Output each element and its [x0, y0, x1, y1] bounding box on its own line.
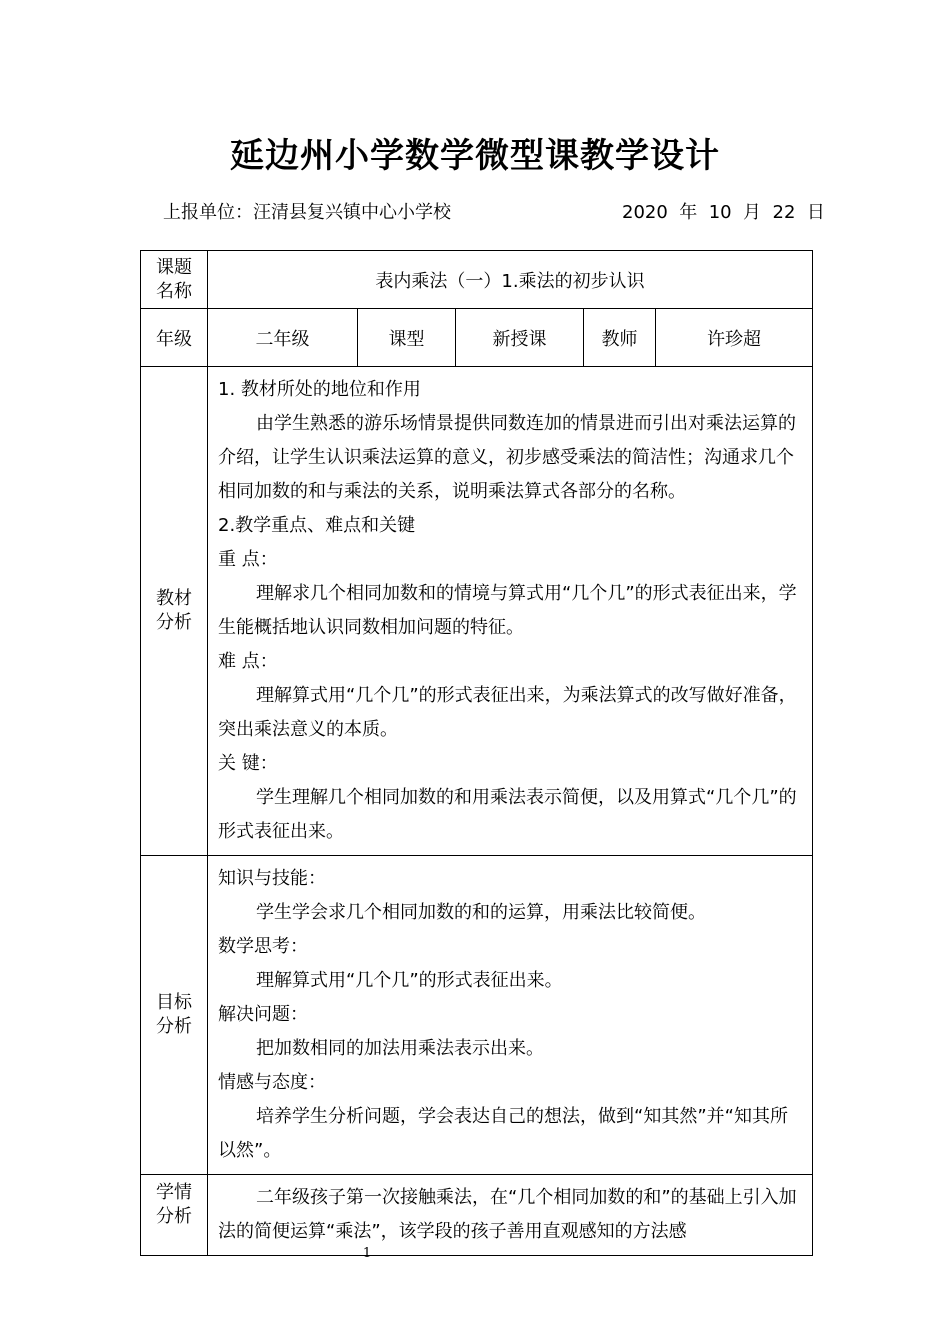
teacher-label: 教师	[584, 309, 656, 367]
problem-solving-text: 把加数相同的加法用乘法表示出来。	[256, 1038, 544, 1059]
goals-analysis-content	[208, 856, 813, 1175]
lesson-type-value: 新授课	[456, 309, 584, 367]
material-heading-1: 1. 教材所处的地位和作用	[218, 379, 421, 400]
topic-value: 表内乘法（一）1.乘法的初步认识	[208, 251, 813, 309]
material-paragraph: 由学生熟悉的游乐场情景提供同数连加的情景进而引出对乘法运算的介绍，让学生认识乘法运算的意义，初步感受乘法的简洁性；沟通求几个相同加数的和与乘法的关系，说明乘法算式各部分的名称。	[218, 413, 796, 502]
student-analysis-row	[141, 1175, 813, 1256]
math-thinking-label: 数学思考：	[218, 936, 308, 957]
goals-analysis-row	[141, 856, 813, 1175]
grade-value: 二年级	[208, 309, 358, 367]
report-date: 2020 年 10 月 22 日	[622, 202, 825, 223]
crux-text: 学生理解几个相同加数的和用乘法表示简便，以及用算式“几个几”的形式表征出来。	[218, 787, 797, 842]
topic-row	[141, 251, 813, 309]
student-analysis-label: 学情 分析	[141, 1175, 208, 1256]
material-analysis-label: 教材 分析	[141, 367, 208, 856]
topic-label: 课题 名称	[141, 251, 208, 309]
info-row	[141, 309, 813, 367]
crux-label: 关 键：	[218, 753, 278, 774]
material-analysis-row	[141, 367, 813, 856]
difficulty-text: 理解算式用“几个几”的形式表征出来，为乘法算式的改写做好准备，突出乘法意义的本质。	[218, 685, 797, 740]
knowledge-skills-label: 知识与技能：	[218, 868, 326, 889]
document-title: 延边州小学数学微型课教学设计	[230, 136, 720, 176]
goals-analysis-label: 目标 分析	[141, 856, 208, 1175]
material-heading-2: 2.教学重点、难点和关键	[218, 515, 416, 536]
student-analysis-content	[208, 1175, 813, 1256]
teacher-value: 许珍超	[656, 309, 813, 367]
difficulty-label: 难 点：	[218, 651, 278, 672]
grade-label: 年级	[141, 309, 208, 367]
math-thinking-text: 理解算式用“几个几”的形式表征出来。	[256, 970, 563, 991]
problem-solving-label: 解决问题：	[218, 1004, 308, 1025]
page-number: 1	[362, 1246, 372, 1261]
knowledge-skills-text: 学生学会求几个相同加数的和的运算，用乘法比较简便。	[256, 902, 706, 923]
reporting-unit: 上报单位：汪清县复兴镇中心小学校	[163, 202, 451, 223]
lesson-type-label: 课型	[358, 309, 456, 367]
attitude-label: 情感与态度：	[218, 1072, 326, 1093]
lesson-design-table	[140, 250, 813, 1256]
material-analysis-content	[208, 367, 813, 856]
attitude-text: 培养学生分析问题，学会表达自己的想法，做到“知其然”并“知其所以然”。	[218, 1106, 788, 1161]
key-point-text: 理解求几个相同加数和的情境与算式用“几个几”的形式表征出来，学生能概括地认识同数相加问题的特征。	[218, 583, 797, 638]
key-point-label: 重 点：	[218, 549, 278, 570]
student-analysis-text: 二年级孩子第一次接触乘法，在“几个相同加数的和”的基础上引入加法的简便运算“乘法”，该学段的孩子善用直观感知的方法感	[218, 1187, 797, 1242]
